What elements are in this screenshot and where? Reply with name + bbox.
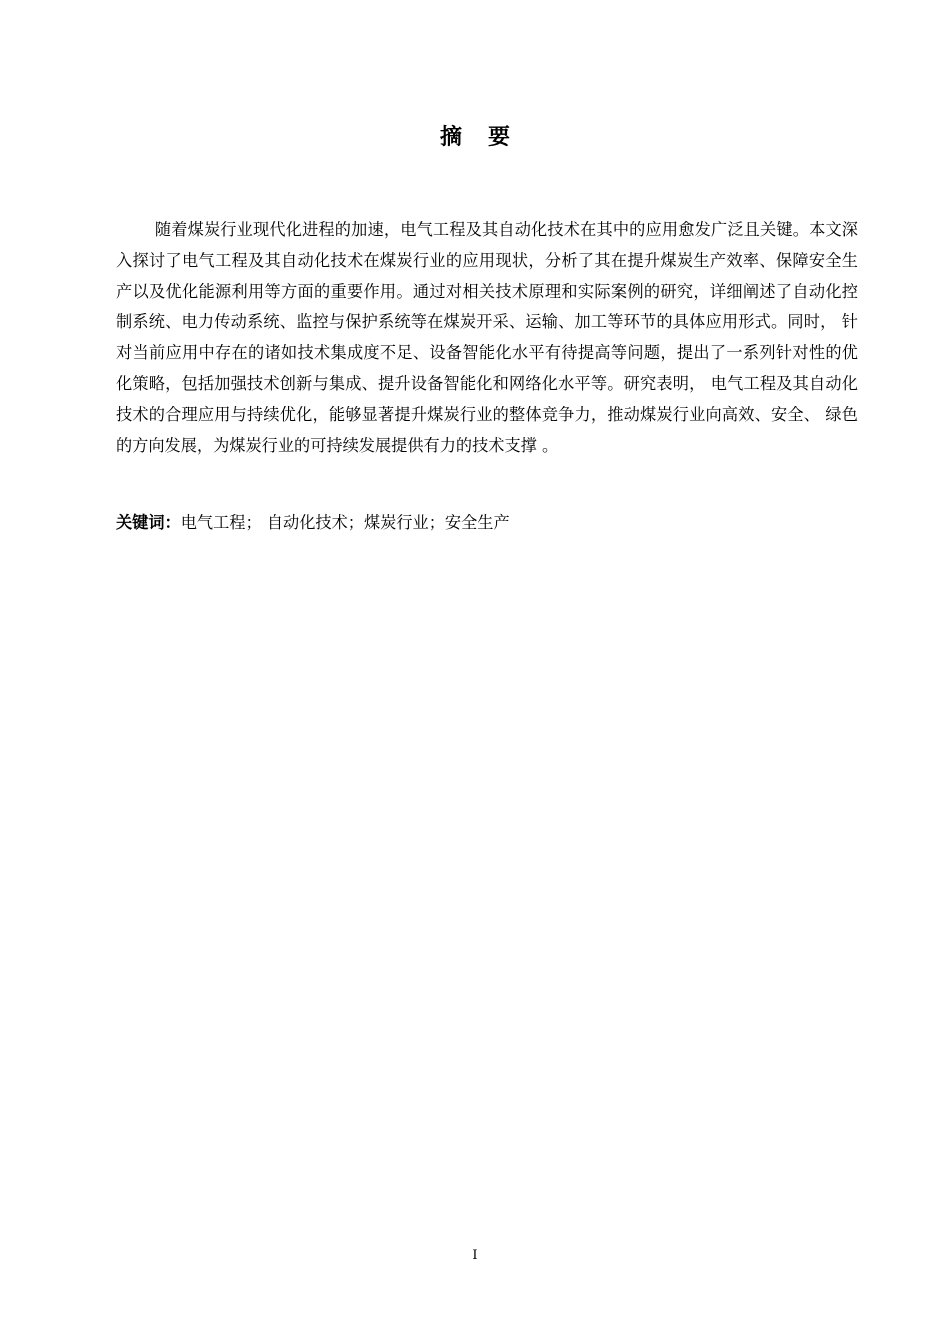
keywords-label: 关键词： (116, 513, 181, 532)
page-number: I (472, 1248, 478, 1263)
abstract-title: 摘要 (439, 125, 536, 150)
keywords-line (116, 508, 858, 538)
keywords-list: 电气工程； 自动化技术；煤炭行业；安全生产 (180, 513, 510, 532)
abstract-body: 随着煤炭行业现代化进程的加速，电气工程及其自动化技术在其中的应用愈发广泛且关键。本文深入探讨了电气工程及其自动化技术在煤炭行业的应用现状，分析了其在提升煤炭生产效率、保障安全生产以及优化能源利用等方面的重要作用。通过对相关技术原理和实际案例的研究，详细阐述了自动化控制系统、电力传动系统、监控与保护系统等在煤炭开采、运输、加工等环节的具体应用形式。同时， 针对当前应用中存在的诸如技术集成度不足、设备智能化水平有待提高等问题，提出了一系列针对性的优化策略，包括加强技术创新与集成、提升设备智能化和网络化水平等。研究表明， 电气工程及其自动化技术的合理应用与持续优化，能够显著提升煤炭行业的整体竞争力，推动煤炭行业向高效、安全、 绿色的方向发展，为煤炭行业的可持续发展提供有力的技术支撑 。 (116, 220, 858, 455)
